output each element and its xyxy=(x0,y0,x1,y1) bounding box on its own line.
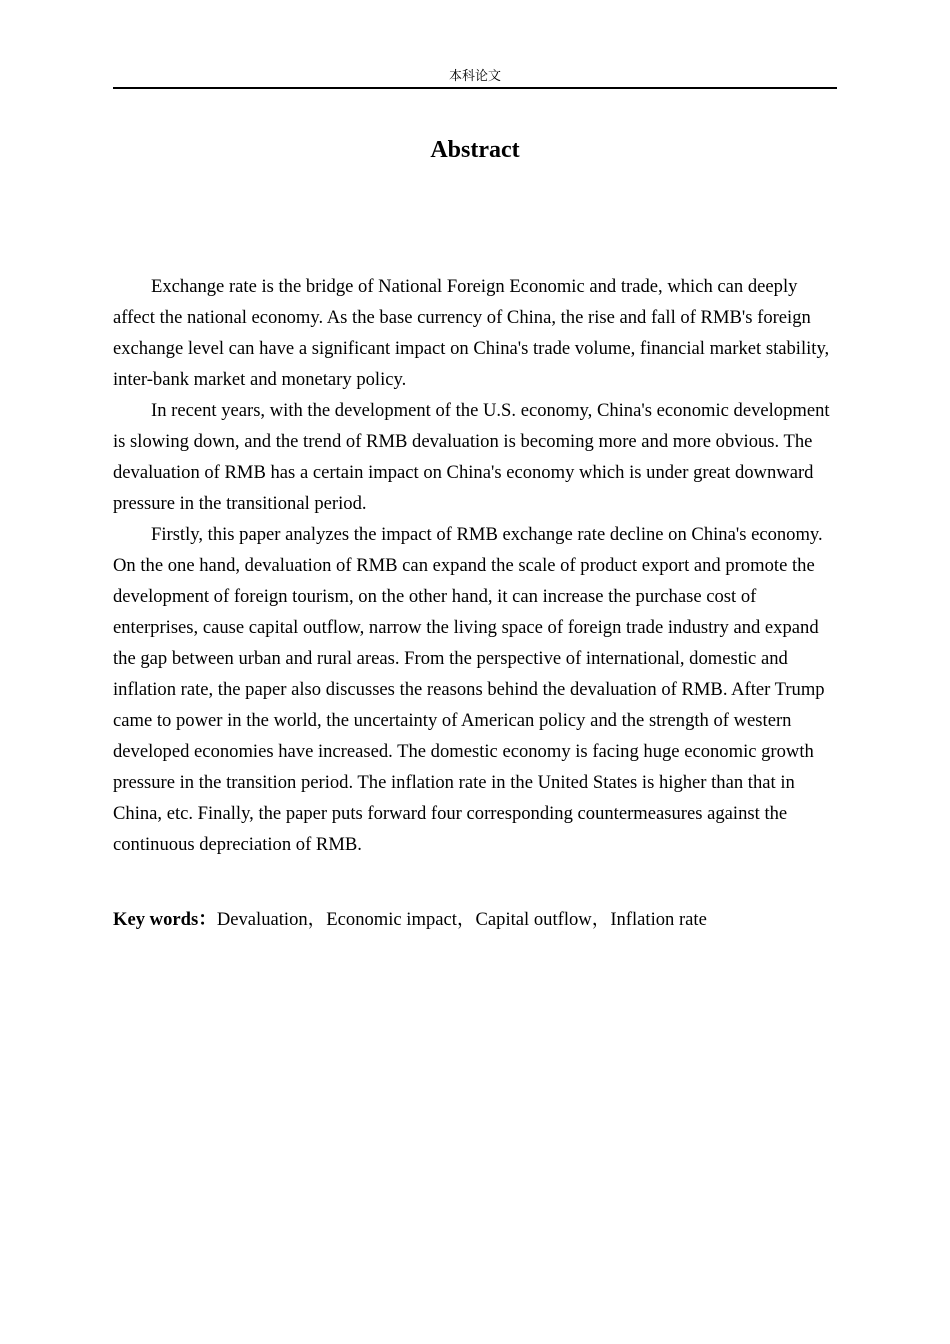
keyword-item: Inflation rate xyxy=(610,909,707,930)
abstract-paragraph-2: In recent years, with the development of the U.S. economy, China's economic development is slowing down, and the trend of RMB devaluation is becoming more and more obvious. The devaluation of RMB has a certain impact on China's economy which is under great downward pressure in the transitional period. xyxy=(113,400,830,514)
keywords-line xyxy=(113,904,837,935)
abstract-body xyxy=(113,271,837,860)
keyword-item: Capital outflow， xyxy=(475,909,611,930)
running-header: 本科论文 xyxy=(448,69,501,84)
keyword-item: Devaluation， xyxy=(216,909,327,930)
header-rule xyxy=(113,87,837,89)
abstract-title: Abstract xyxy=(430,137,520,163)
keyword-item: Economic impact， xyxy=(326,909,476,930)
abstract-paragraph-1: Exchange rate is the bridge of National Foreign Economic and trade, which can deeply affect the national economy. As the base currency of China, the rise and fall of RMB's foreign exchange level can have a significant impact on China's trade volume, financial market stability, inter-bank market and monetary policy. xyxy=(113,276,830,390)
abstract-paragraph-3: Firstly, this paper analyzes the impact of RMB exchange rate decline on China's economy. On the one hand, devaluation of RMB can expand the scale of product export and promote the development of foreign tourism, on the other hand, it can increase the purchase cost of enterprises, cause capital outflow, narrow the living space of foreign trade industry and expand the gap between urban and rural areas. From the perspective of international, domestic and inflation rate, the paper also discusses the reasons behind the devaluation of RMB. After Trump came to power in the world, the uncertainty of American policy and the strength of western developed economies have increased. The domestic economy is facing huge economic growth pressure in the transition period. The inflation rate in the United States is higher than that in China, etc. Finally, the paper puts forward four corresponding countermeasures against the continuous depreciation of RMB. xyxy=(113,524,825,855)
keywords-label: Key words： xyxy=(113,909,217,930)
